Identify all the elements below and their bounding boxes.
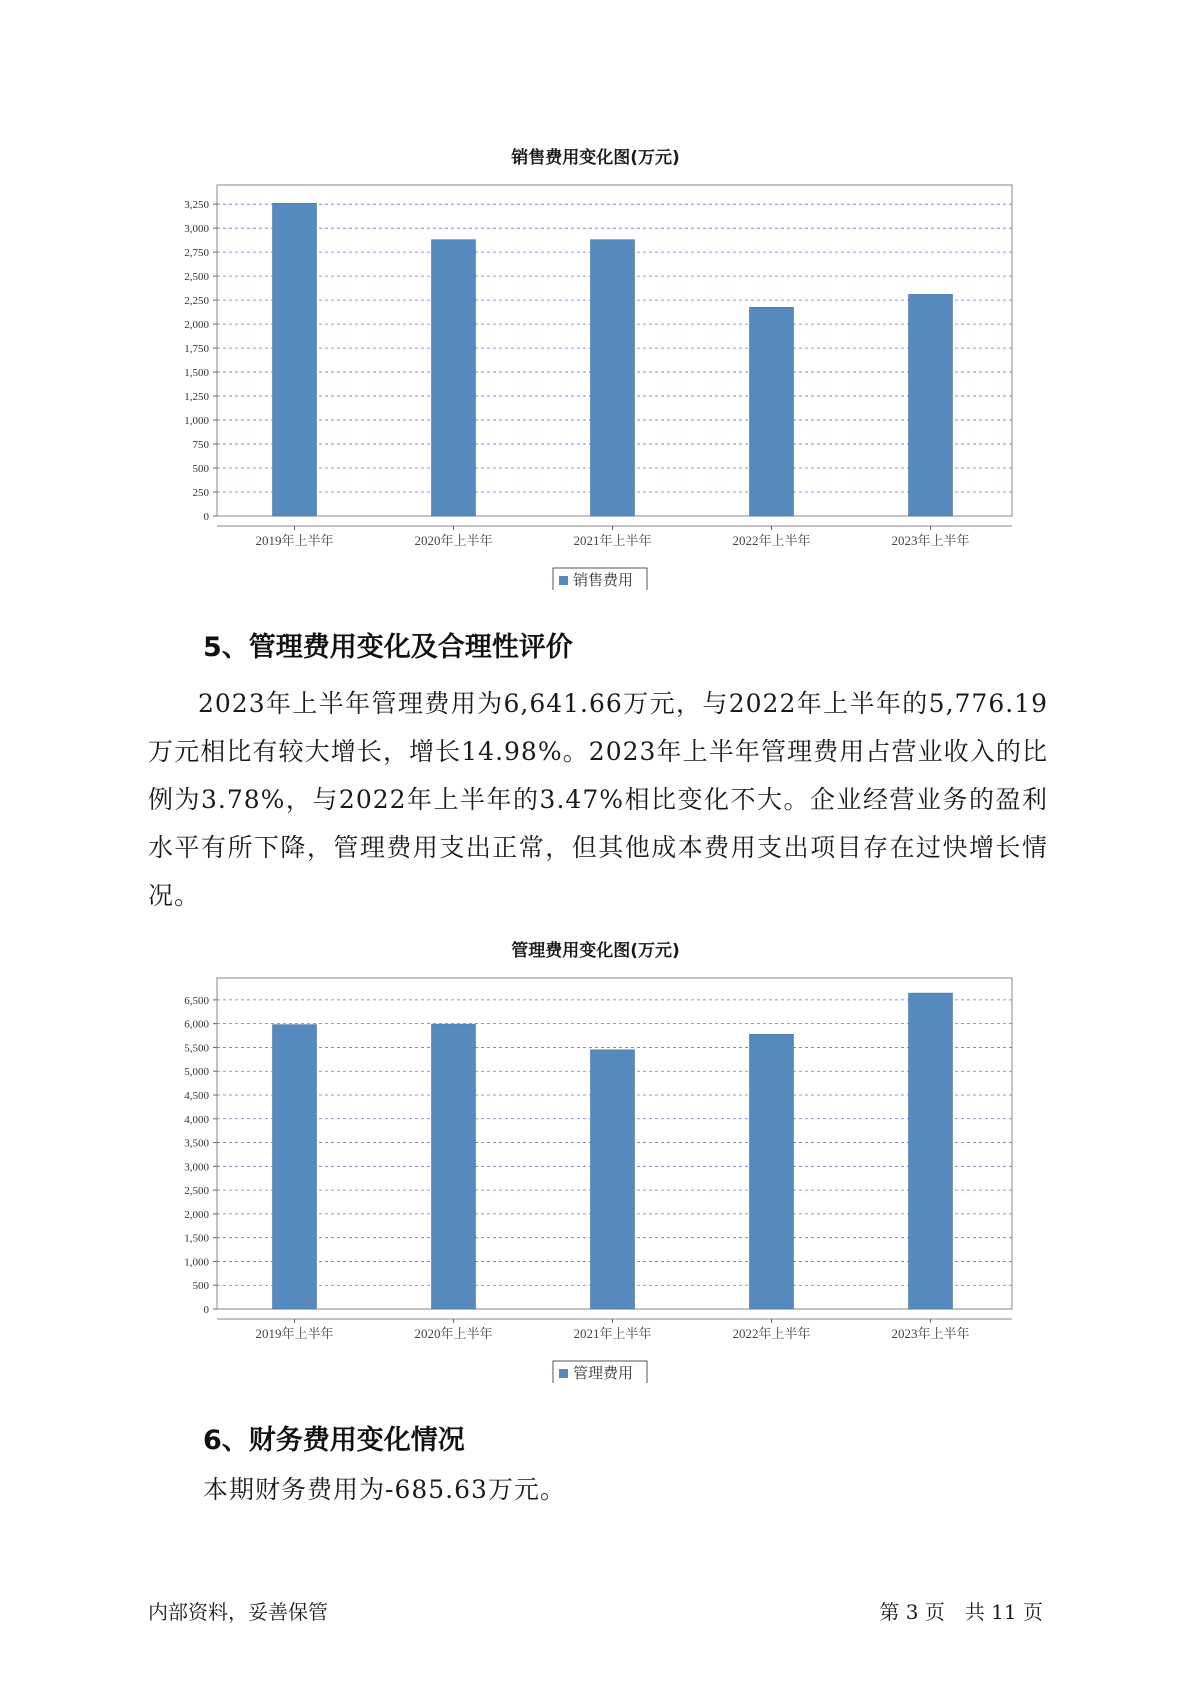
chart1 bbox=[0, 170, 1191, 590]
chart1-ytick-label: 250 bbox=[192, 487, 209, 500]
chart2-bar bbox=[909, 993, 953, 1309]
chart2-xtick-label: 2019年上半年 bbox=[255, 1326, 334, 1341]
chart1-xtick-label: 2020年上半年 bbox=[414, 533, 493, 548]
chart2-title: 管理费用变化图(万元) bbox=[511, 941, 680, 961]
chart2-ytick-label: 4,500 bbox=[184, 1089, 209, 1102]
chart1-xtick-label: 2022年上半年 bbox=[732, 533, 811, 548]
chart2-xtick-label: 2020年上半年 bbox=[414, 1326, 493, 1341]
chart2-bar bbox=[591, 1050, 635, 1309]
chart2-ytick-label: 4,000 bbox=[184, 1113, 209, 1126]
chart2-ytick-label: 3,500 bbox=[184, 1137, 209, 1150]
section5-paragraph: 2023年上半年管理费用为6,641.66万元，与2022年上半年的5,776.19万元相比有较大增长，增长14.98%。2023年上半年管理费用占营业收入的比例为3.78%，与2022年上半年的3.47%相比变化不大。企业经营业务的盈利水平有所下降，管理费用支出正常，但其他成本费用支出项目存在过快增长情况。 bbox=[148, 689, 1048, 910]
chart2 bbox=[0, 963, 1191, 1383]
chart2-ytick-label: 3,000 bbox=[184, 1161, 209, 1174]
chart1-bar bbox=[750, 307, 794, 516]
chart2-ytick-label: 1,000 bbox=[184, 1256, 209, 1269]
chart1-ytick-label: 1,250 bbox=[184, 391, 209, 404]
chart2-bar bbox=[432, 1024, 476, 1309]
chart2-xtick-label: 2021年上半年 bbox=[573, 1326, 652, 1341]
chart2-bar bbox=[750, 1034, 794, 1309]
section6-heading: 6、财务费用变化情况 bbox=[203, 1425, 465, 1456]
chart2-legend-label: 管理费用 bbox=[573, 1366, 634, 1382]
chart2-ytick-label: 500 bbox=[192, 1280, 209, 1293]
chart2-legend-swatch bbox=[559, 1369, 568, 1378]
chart1-legend-swatch bbox=[559, 576, 568, 585]
chart1-bar bbox=[432, 240, 476, 516]
chart1-xtick-label: 2023年上半年 bbox=[891, 533, 970, 548]
chart1-bar bbox=[273, 203, 317, 516]
chart1-xtick-label: 2019年上半年 bbox=[255, 533, 334, 548]
chart1-ytick-label: 2,500 bbox=[184, 271, 209, 284]
chart2-ytick-label: 2,000 bbox=[184, 1208, 209, 1221]
chart1-ytick-label: 2,250 bbox=[184, 295, 209, 308]
chart1-ytick-label: 3,000 bbox=[184, 223, 209, 236]
chart1-xtick-label: 2021年上半年 bbox=[573, 533, 652, 548]
chart2-xtick-label: 2023年上半年 bbox=[891, 1326, 970, 1341]
chart1-bar bbox=[591, 240, 635, 516]
chart2-xtick-label: 2022年上半年 bbox=[732, 1326, 811, 1341]
chart2-bar bbox=[273, 1025, 317, 1309]
chart1-bar bbox=[909, 294, 953, 516]
chart1-ytick-label: 1,500 bbox=[184, 367, 209, 380]
chart1-title: 销售费用变化图(万元) bbox=[511, 148, 680, 168]
chart1-ytick-label: 0 bbox=[203, 511, 209, 523]
section6-paragraph: 本期财务费用为-685.63万元。 bbox=[203, 1475, 566, 1504]
chart1-ytick-label: 500 bbox=[192, 463, 209, 476]
chart1-ytick-label: 1,750 bbox=[184, 343, 209, 356]
chart2-ytick-label: 1,500 bbox=[184, 1232, 209, 1245]
chart2-ytick-label: 6,500 bbox=[184, 994, 209, 1007]
chart1-ytick-label: 1,000 bbox=[184, 415, 209, 428]
chart2-ytick-label: 2,500 bbox=[184, 1185, 209, 1198]
chart2-ytick-label: 0 bbox=[203, 1304, 209, 1316]
chart1-ytick-label: 750 bbox=[192, 439, 209, 452]
chart1-ytick-label: 2,000 bbox=[184, 319, 209, 332]
footer-confidential: 内部资料，妥善保管 bbox=[148, 1600, 328, 1624]
chart2-ytick-label: 6,000 bbox=[184, 1018, 209, 1031]
chart1-legend-label: 销售费用 bbox=[573, 573, 634, 589]
chart1-ytick-label: 2,750 bbox=[184, 247, 209, 260]
chart2-ytick-label: 5,500 bbox=[184, 1042, 209, 1055]
chart1-ytick-label: 3,250 bbox=[184, 199, 209, 212]
section5-heading: 5、管理费用变化及合理性评价 bbox=[203, 632, 573, 663]
chart2-ytick-label: 5,000 bbox=[184, 1066, 209, 1079]
footer-page-number: 第 3 页 共 11 页 bbox=[879, 1600, 1043, 1624]
